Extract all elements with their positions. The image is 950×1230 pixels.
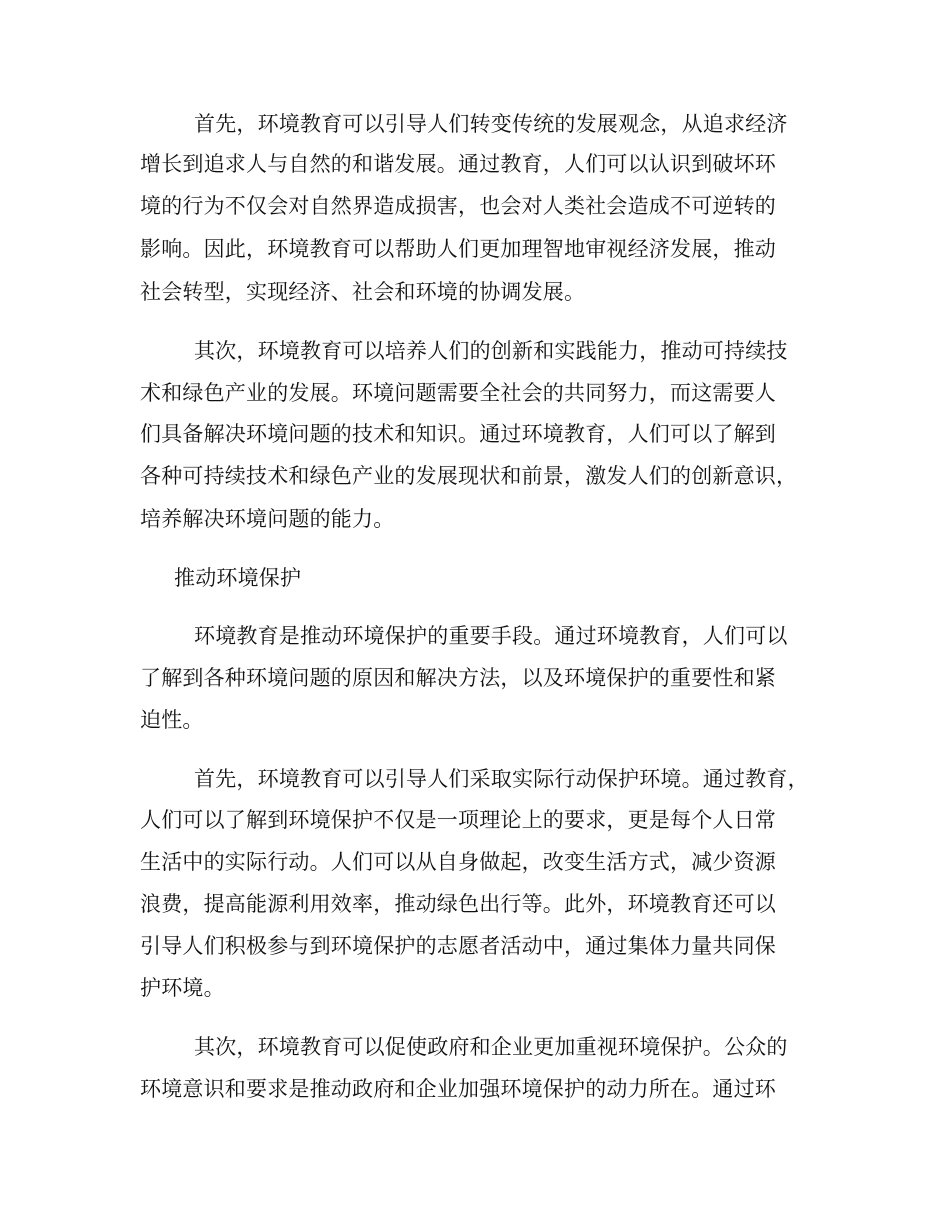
- paragraph-4-line-3: 生活中的实际行动。人们可以从自身做起，改变生活方式，减少资源: [140, 850, 776, 874]
- paragraph-1-line-5: 社会转型，实现经济、社会和环境的协调发展。: [140, 280, 586, 304]
- paragraph-2-line-5: 培养解决环境问题的能力。: [140, 507, 395, 531]
- paragraph-2-line-1: 其次，环境教育可以培养人们的创新和实践能力，推动可持续技: [194, 339, 788, 363]
- paragraph-3-line-2: 了解到各种环境问题的原因和解决方法，以及环境保护的重要性和紧: [140, 666, 776, 690]
- paragraph-4-line-4: 浪费，提高能源利用效率，推动绿色出行等。此外，环境教育还可以: [140, 892, 776, 916]
- paragraph-1-line-2: 增长到追求人与自然的和谐发展。通过教育，人们可以认识到破坏环: [140, 152, 776, 176]
- paragraph-2-line-3: 们具备解决环境问题的技术和知识。通过环境教育，人们可以了解到: [140, 422, 776, 446]
- paragraph-1-line-1: 首先，环境教育可以引导人们转变传统的发展观念，从追求经济: [194, 112, 788, 136]
- paragraph-2-line-2: 术和绿色产业的发展。环境问题需要全社会的共同努力，而这需要人: [140, 381, 776, 405]
- section-heading: 推动环境保护: [174, 566, 302, 590]
- paragraph-4-line-2: 人们可以了解到环境保护不仅是一项理论上的要求，更是每个人日常: [140, 808, 776, 832]
- paragraph-5-line-2: 环境意识和要求是推动政府和企业加强环境保护的动力所在。通过环: [140, 1077, 776, 1101]
- paragraph-3-line-1: 环境教育是推动环境保护的重要手段。通过环境教育，人们可以: [194, 624, 788, 648]
- paragraph-1-line-3: 境的行为不仅会对自然界造成损害，也会对人类社会造成不可逆转的: [140, 194, 776, 218]
- paragraph-5-line-1: 其次，环境教育可以促使政府和企业更加重视环境保护。公众的: [194, 1035, 788, 1059]
- paragraph-1-line-4: 影响。因此，环境教育可以帮助人们更加理智地审视经济发展，推动: [140, 237, 776, 261]
- paragraph-2-line-4: 各种可持续技术和绿色产业的发展现状和前景，激发人们的创新意识，: [140, 464, 798, 488]
- paragraph-4-line-6: 护环境。: [140, 976, 225, 1000]
- paragraph-3-line-3: 迫性。: [140, 708, 204, 732]
- paragraph-4-line-5: 引导人们积极参与到环境保护的志愿者活动中，通过集体力量共同保: [140, 934, 776, 958]
- paragraph-4-line-1: 首先，环境教育可以引导人们采取实际行动保护环境。通过教育，: [194, 767, 809, 791]
